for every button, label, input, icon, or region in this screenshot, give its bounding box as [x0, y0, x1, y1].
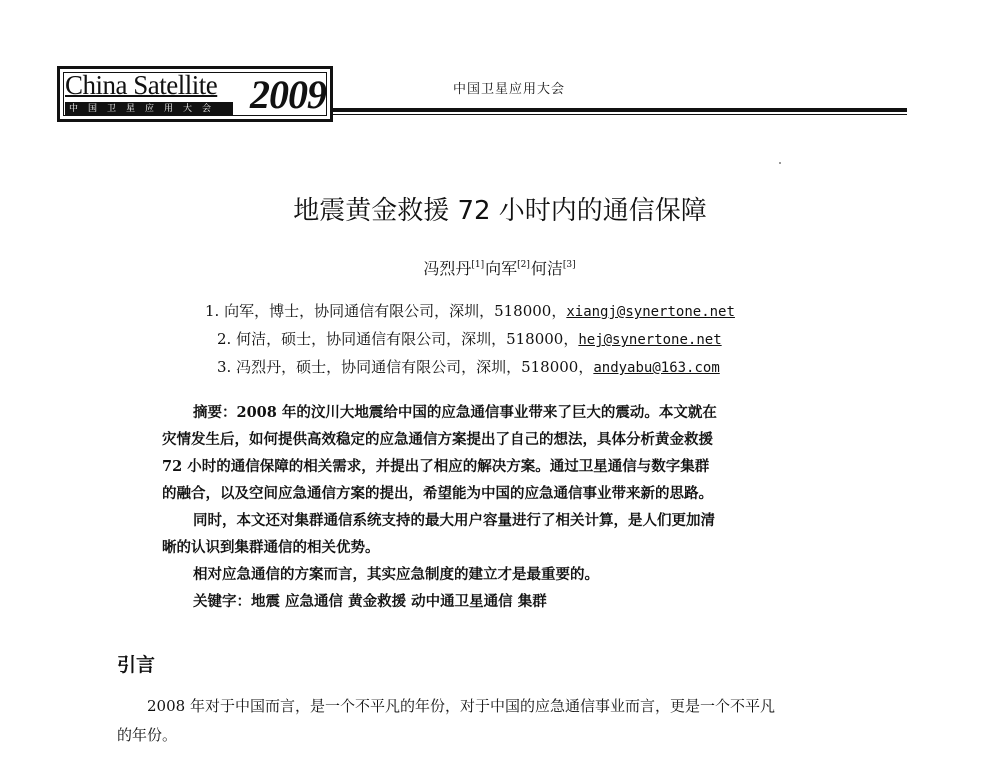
- email-link[interactable]: andyabu@163.com: [593, 360, 720, 376]
- keywords-label: 关键字：: [193, 594, 251, 610]
- paper-title: 地震黄金救援 72 小时内的通信保障: [293, 196, 707, 226]
- abstract-line: 灾情发生后，如何提供高效稳定的应急通信方案提出了自己的想法，具体分析黄金救援: [162, 431, 713, 448]
- abstract-line: [193, 401, 717, 422]
- author-name: 何洁: [530, 259, 563, 278]
- author-ref: [2]: [517, 260, 530, 270]
- keywords-text: 地震 应急通信 黄金救援 动中通卫星通信 集群: [251, 593, 547, 610]
- affiliation-text: 1. 向军，博士，协同通信有限公司，深圳，518000，: [205, 302, 567, 320]
- affiliation-2: [217, 328, 722, 349]
- affiliation-1: [205, 300, 735, 321]
- logo-year: 2009: [250, 72, 326, 117]
- abstract-line: 72 小时的通信保障的相关需求，并提出了相应的解决方案。通过卫星通信与数字集群: [162, 458, 710, 475]
- scan-speck: [779, 162, 781, 164]
- abstract-line: 的融合，以及空间应急通信方案的提出，希望能为中国的应急通信事业带来新的思路。: [162, 485, 713, 502]
- body-line: 2008 年对于中国而言，是一个不平凡的年份，对于中国的应急通信事业而言，更是一个不平凡: [147, 697, 775, 715]
- header-rule-thin: [333, 114, 907, 115]
- abstract-label: 摘要：: [193, 405, 237, 421]
- logo-name: China Satellite: [65, 70, 218, 100]
- email-link[interactable]: hej@synertone.net: [578, 332, 722, 348]
- affiliation-text: 2. 何洁，硕士，协同通信有限公司，深圳，518000，: [217, 330, 579, 348]
- keywords-line: [193, 590, 547, 611]
- logo-subtitle: 中国卫星应用大会: [65, 102, 233, 116]
- author-ref: [3]: [562, 260, 576, 270]
- author-name: 向军: [485, 259, 518, 278]
- affiliation-3: [217, 356, 720, 377]
- abstract-line: 同时，本文还对集群通信系统支持的最大用户容量进行了相关计算，是人们更加清: [193, 512, 715, 529]
- header-rule-thick: [333, 108, 907, 112]
- author-ref: [1]: [471, 260, 485, 270]
- abstract-line: 相对应急通信的方案而言，其实应急制度的建立才是最重要的。: [193, 566, 599, 583]
- body-line: 的年份。: [117, 726, 178, 744]
- abstract-text: 2008 年的汶川大地震给中国的应急通信事业带来了巨大的震动。本文就在: [236, 404, 717, 421]
- header-conference-name: 中国卫星应用大会: [453, 82, 566, 97]
- abstract-line: 晰的认识到集群通信的相关优势。: [162, 539, 380, 556]
- conference-logo: [57, 66, 333, 122]
- section-title: 引言: [117, 654, 156, 676]
- email-link[interactable]: xiangj@synertone.net: [566, 304, 735, 320]
- affiliation-text: 3. 冯烈丹，硕士，协同通信有限公司，深圳，518000，: [217, 358, 594, 376]
- author-name: 冯烈丹: [423, 259, 472, 278]
- author-line: [0, 256, 1000, 279]
